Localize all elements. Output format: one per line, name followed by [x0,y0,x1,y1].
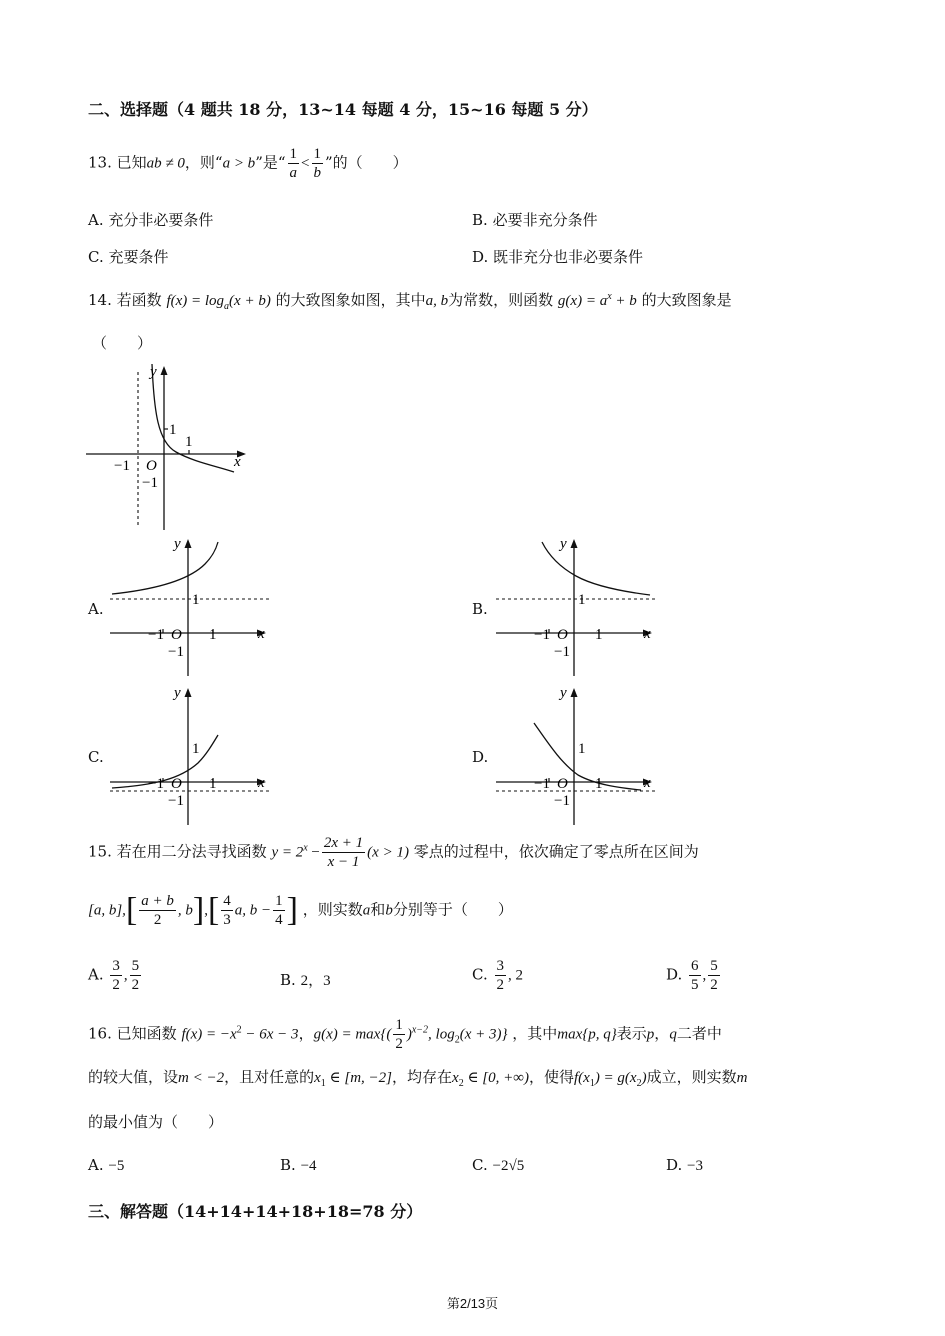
denominator: 2 [496,977,504,993]
fraction-1-over-a [288,145,300,182]
q14-main-graph [86,362,256,530]
q13-option-d[interactable] [472,246,643,267]
option-separator: , 2 [508,967,523,984]
q13-condition: ab ≠ 0 [146,155,185,172]
log-argument: (x + b) [229,293,271,309]
option-fraction [689,957,701,994]
numerator: 5 [710,958,718,974]
bracket-open: [ [125,891,138,929]
denominator: 4 [275,912,283,928]
y-label: y [174,536,181,552]
x-tick-1: 1 [595,776,603,792]
log-base: 2 [454,1034,460,1046]
y-axis-arrow [185,539,192,548]
q14-text: 的大致图象是 [641,291,732,309]
q14-option-a-graph[interactable] [110,534,275,676]
q15-text: 分别等于（ ） [392,900,513,919]
denominator: 5 [691,977,699,993]
subscript: 2 [636,1078,642,1089]
q14-text: 若函数 [116,291,162,309]
paren-close: ) [406,1026,412,1043]
option-fraction [130,957,142,994]
q16-line-3: 的最小值为（ ） [88,1113,224,1131]
q15-text: 若在用二分法寻找函数 [116,842,267,861]
numerator: a + b [141,893,174,909]
question-number: 13. [88,153,112,172]
q14-option-c-label[interactable]: C. [88,748,104,766]
q16-text: 成立，则实数 [646,1068,737,1086]
q13-text: ，则“ [184,153,223,172]
section-title: 三、解答题（14+14+14+18+18=78 分） [88,1202,423,1221]
option-separator: , [702,967,707,984]
q13-text: 已知 [116,153,147,172]
question-15 [88,834,699,871]
comma: ， [298,1024,314,1043]
x-tick-1: 1 [209,776,217,792]
x-tick-neg1: −1 [534,627,550,643]
q16-option-b[interactable] [280,1156,317,1175]
q16-function-f-tail: − 6x − 3 [241,1026,299,1043]
origin-label: O [146,458,157,474]
q14-option-d-graph[interactable] [496,683,661,825]
q14-option-b-label[interactable]: B. [472,600,488,618]
variable-p: p [646,1026,655,1043]
variable-b: b [385,902,393,919]
option-label: A. [88,1156,104,1174]
option-label: B. [280,971,296,989]
q14-function-g-tail: + b [611,293,637,309]
question-number: 14. [88,291,112,309]
question-14 [88,289,732,312]
equation: ) [641,1070,647,1086]
q15-domain: (x > 1) [367,844,409,861]
log-argument: (x + 3)} [459,1026,508,1043]
x-tick-neg1: −1 [534,776,550,792]
option-label: D. [472,248,489,266]
option-text: −2√5 [492,1158,525,1174]
q16-text: 表示 [616,1024,647,1043]
q14-text: 为常数，则函数 [448,291,554,309]
y-tick-1: 1 [169,422,177,438]
q14-constants: a, b [425,293,449,309]
option-label: B. [472,211,488,229]
option-label: D. [666,1156,683,1174]
section-title: 二、选择题（4 题共 18 分，13~14 每题 4 分，15~16 每题 5 分） [88,100,598,119]
bracket-close: ] [192,891,205,929]
exp-curve [112,735,218,788]
q13-text: ”是“ [255,153,286,172]
q15-option-d[interactable] [666,957,722,994]
interval-3-mid: a, b − [234,902,272,919]
q14-function-g: g(x) = a [557,293,608,309]
q16-text: ，其中 [512,1024,558,1043]
log-base: a [224,301,230,312]
subscript: 1 [320,1078,326,1089]
q13-option-a[interactable] [88,209,213,230]
q14-option-a-label[interactable]: A. [88,600,104,618]
x1: x [314,1070,321,1086]
option-label: D. [666,965,683,984]
y-tick-1: 1 [578,741,586,757]
denominator: 2 [153,912,162,928]
q16-option-c[interactable] [472,1156,524,1175]
exponent: x−2 [411,1024,429,1036]
origin-label: O [557,627,568,643]
denominator: 2 [112,977,120,993]
q16-function-f: f(x) = −x [181,1026,237,1043]
option-text: 2，3 [300,973,331,989]
x-tick-1: 1 [185,434,193,450]
exponent: x [303,842,308,854]
y-tick-1: 1 [192,741,200,757]
option-text: 充分非必要条件 [108,211,214,229]
x-label: x [234,454,241,470]
x-label: x [644,775,651,791]
option-text: −5 [108,1158,125,1174]
option-label: C. [88,248,104,266]
q16-text: ，均存在 [392,1068,453,1086]
q15-text: ，则实数 [302,900,363,919]
q15-text: 零点的过程中，依次确定了零点所在区间为 [413,842,699,861]
q16-option-d[interactable] [666,1156,703,1175]
question-number: 16. [88,1024,112,1043]
q14-answer-paren: （ ） [92,334,153,352]
q16-option-a[interactable] [88,1156,124,1175]
origin-label: O [557,776,568,792]
q16-text: ，使得 [528,1068,574,1086]
y-tick-1: 1 [578,592,586,608]
q14-text: 的大致图象如图，其中 [275,291,426,309]
denominator: b [313,165,321,181]
x-tick-neg1: −1 [148,776,164,792]
bracket-open: [ [207,891,220,929]
y-tick-neg1: −1 [554,793,570,809]
bracket-close: ] [286,891,298,929]
interval-3-fraction-b [273,892,285,929]
y-tick-neg1: −1 [142,475,158,491]
question-16 [88,1016,722,1053]
y-tick-neg1: −1 [168,644,184,660]
max-notation: max{p, q} [557,1026,617,1043]
option-fraction [708,957,720,994]
option-fraction [110,957,122,994]
fraction-1-over-b [312,145,324,182]
y-axis-arrow [161,366,168,375]
page-number: 第2/13页 [446,1296,499,1311]
y-axis-arrow [185,688,192,697]
x-tick-neg1: −1 [114,458,130,474]
question-number: 15. [88,842,112,861]
option-text: −3 [687,1158,704,1174]
interval-2-fraction [139,892,176,929]
q16-text: ， [654,1024,670,1043]
option-separator: , [123,967,128,984]
option-label: C. [472,965,488,984]
q16-text: 已知函数 [116,1024,177,1043]
y-axis-arrow [571,688,578,697]
denominator: 3 [223,912,231,928]
q15-fraction [322,834,365,871]
q13-option-c[interactable] [88,246,169,267]
numerator: 1 [289,146,298,162]
q16-text: 二者中 [676,1024,722,1043]
x2: x [452,1070,459,1086]
denominator: x − 1 [327,854,360,870]
variable-a: a [362,902,371,919]
numerator: 3 [112,958,120,974]
subscript: 1 [589,1078,595,1089]
interval-3-fraction-a [221,892,233,929]
y-label: y [150,364,157,380]
denominator: 2 [131,977,140,993]
q15-option-c[interactable] [472,957,523,994]
x-label: x [258,626,265,642]
x-label: x [644,626,651,642]
numerator: 4 [223,893,231,909]
origin-label: O [171,776,182,792]
option-label: A. [88,211,104,229]
option-text: 必要非充分条件 [492,211,598,229]
question-13 [88,145,408,182]
numerator: 3 [496,958,504,974]
subscript: 2 [458,1078,464,1089]
minus-sign: − [307,844,320,861]
variable-q: q [669,1026,677,1043]
q14-option-d-label[interactable]: D. [472,748,489,766]
option-fraction [495,957,507,994]
q16-function-g: g(x) = max{( [313,1026,392,1043]
q16-text: 的较大值，设 [88,1068,179,1086]
exponent: 2 [236,1024,242,1036]
y-label: y [560,536,567,552]
denominator: a [289,165,298,181]
q15-function: y = 2 [271,844,304,861]
numerator: 6 [691,958,699,974]
option-label: C. [472,1156,488,1174]
option-text: −4 [300,1158,317,1174]
x-label: x [258,775,265,791]
q13-relation: a > b [222,155,256,172]
numerator: 1 [275,893,283,909]
x-tick-1: 1 [595,627,603,643]
q14-option-b-graph[interactable] [496,534,661,676]
numerator: 2x + 1 [323,835,364,851]
option-label: B. [280,1156,296,1174]
option-text: 既非充分也非必要条件 [493,248,644,266]
numerator: 5 [131,958,140,974]
x2-range: ∈ [0, +∞) [463,1070,529,1086]
q13-option-b[interactable] [472,209,598,230]
exp-curve [534,723,641,790]
equation: f(x [573,1070,590,1086]
y-label: y [174,685,181,701]
m-condition: m < −2 [178,1070,225,1086]
x-tick-neg1: −1 [148,627,164,643]
less-than-sign: < [301,155,310,172]
y-tick-1: 1 [192,592,200,608]
q15-option-b[interactable] [280,969,331,990]
interval-2-right: , b [177,902,193,919]
x-tick-1: 1 [209,627,217,643]
exponent: x [607,291,612,302]
q15-option-a[interactable] [88,957,143,994]
q15-intervals: [a, b],[ $\frac{a + b}{2}$ , b],[ $\frac{4}{3}$ a, b − $\frac{1}{4}$ ] ，则实数a和b分别等于（ ） [88,891,513,929]
x1-range: ∈ [m, −2] [325,1070,393,1086]
interval-1: [a, b], [88,902,126,919]
q14-option-c-graph[interactable] [110,683,275,825]
numerator: 1 [395,1017,403,1033]
y-tick-neg1: −1 [554,644,570,660]
numerator: 1 [313,146,321,162]
option-label: A. [88,965,104,984]
q14-function-f: f(x) = log [166,293,225,309]
option-text: 充要条件 [108,248,169,266]
denominator: 2 [710,977,718,993]
q13-text: ”的（ ） [325,153,408,172]
y-tick-neg1: −1 [168,793,184,809]
y-axis-arrow [571,539,578,548]
q16-text: ，且对任意的 [224,1068,315,1086]
equation: ) = g(x [594,1070,637,1086]
variable-m: m [736,1070,748,1086]
q16-half-fraction [393,1016,405,1053]
exp-curve [112,542,218,594]
exp-curve [542,542,650,595]
denominator: 2 [395,1036,403,1052]
origin-label: O [171,627,182,643]
q15-text: 和 [370,900,386,919]
log-text: , log [428,1026,455,1043]
q16-line-2 [88,1066,747,1089]
y-label: y [560,685,567,701]
